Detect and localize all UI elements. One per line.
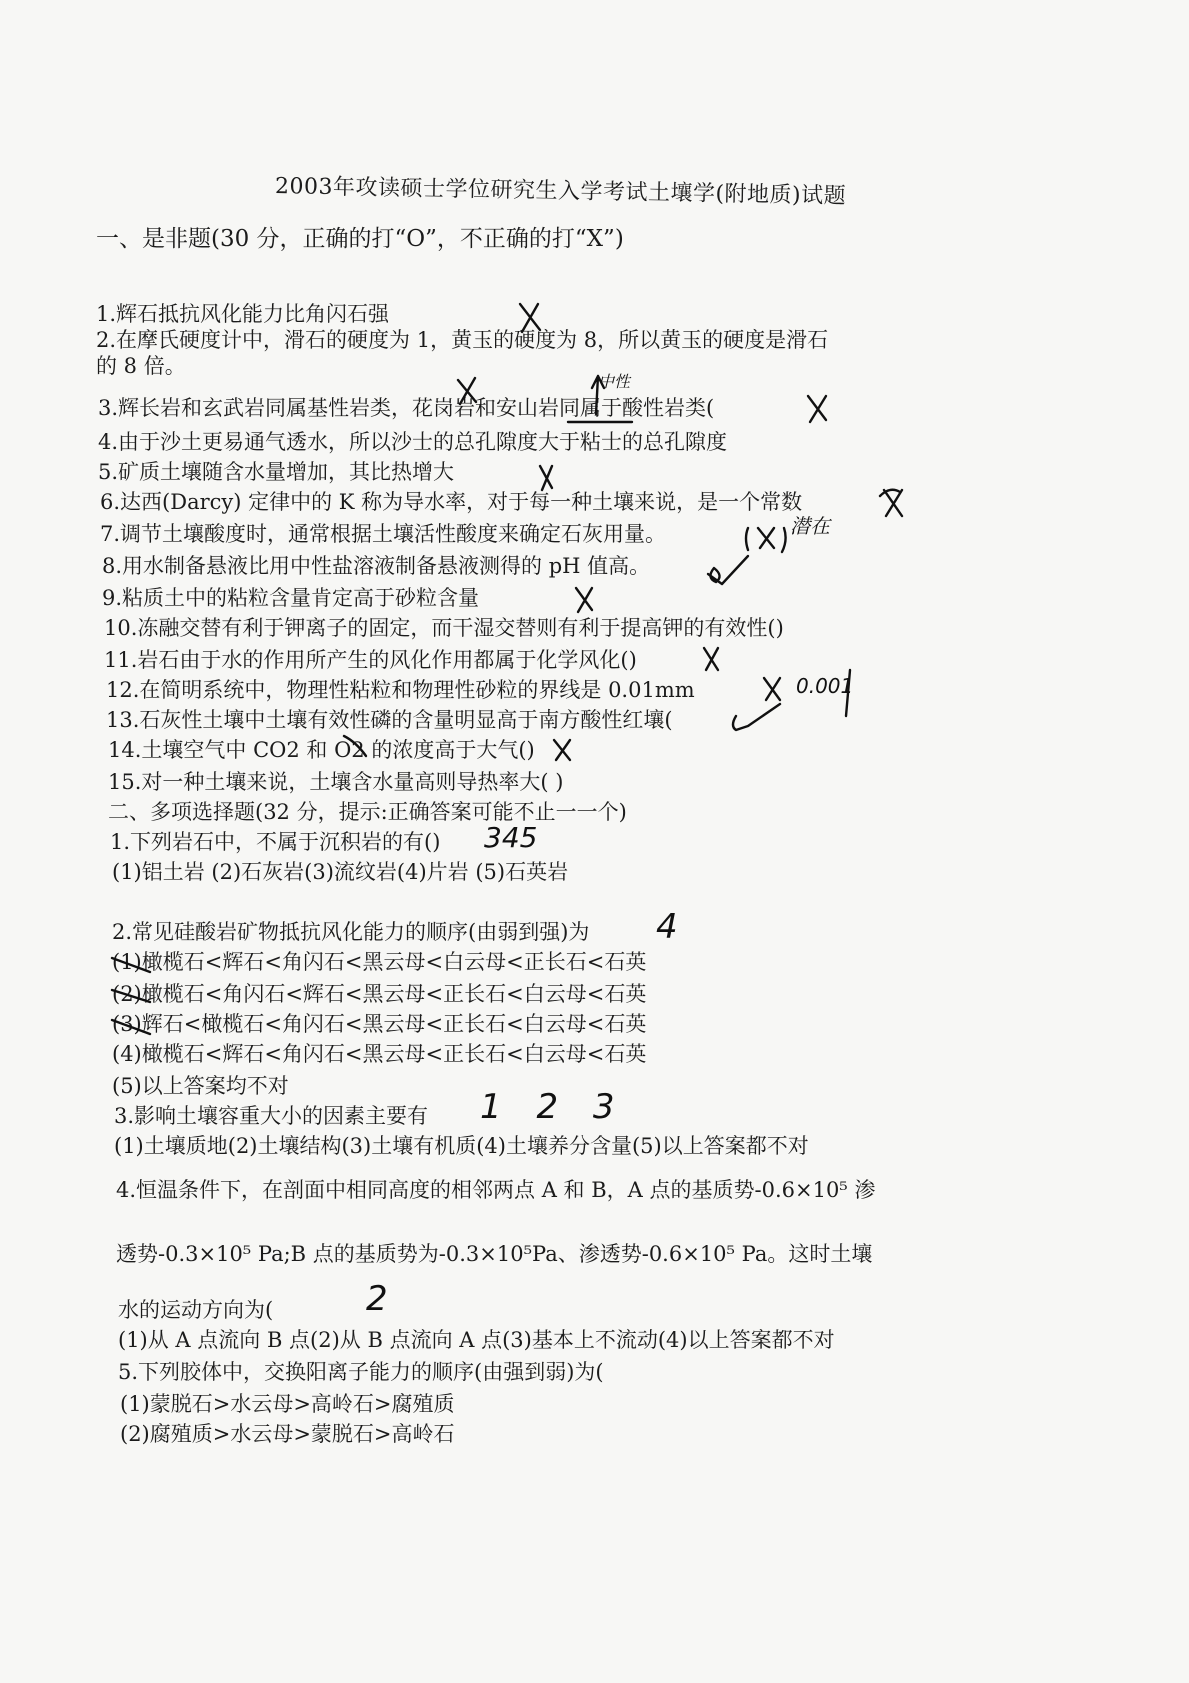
tf-item-15: 15.对一种土壤来说，土壤含水量高则导热率大( ) <box>108 770 564 794</box>
handwritten-note-neutral: 中性 <box>598 372 631 391</box>
tf-item-8: 8.用水制备悬液比用中性盐溶液制备悬液测得的 pH 值高。 <box>102 554 651 578</box>
x-mark-item-7 <box>746 528 786 552</box>
page-title: 2003年攻读硕士学位研究生入学考试土壤学(附地质)试题 <box>274 174 847 209</box>
mc-q2-option-4: (4)橄榄石<辉石<角闪石<黑云母<正长石<白云母<石英 <box>112 1042 647 1066</box>
mc-q5-stem: 5.下列胶体中，交换阳离子能力的顺序(由强到弱)为( <box>118 1360 604 1384</box>
x-mark-item-14 <box>554 740 570 760</box>
mc-q2-option-1: (1)橄榄石<辉石<角闪石<黑云母<白云母<正长石<石英 <box>112 950 647 974</box>
check-mark-item-13 <box>733 704 780 730</box>
handwritten-answer-q1: 345 <box>484 821 538 854</box>
mc-q2-stem: 2.常见硅酸岩矿物抵抗风化能力的顺序(由弱到强)为 <box>112 920 590 944</box>
mc-q2-option-2: (2)橄榄石<角闪石<辉石<黑云母<正长石<白云母<石英 <box>112 982 647 1006</box>
mc-q5-option-2: (2)腐殖质>水云母>蒙脱石>高岭石 <box>120 1422 455 1446</box>
section-1-heading: 一、是非题(30 分，正确的打“O”，不正确的打“X”) <box>96 226 624 252</box>
tf-item-3: 3.辉长岩和玄武岩同属基性岩类，花岗岩和安山岩同属于酸性岩类( <box>98 396 715 420</box>
x-mark-item-6 <box>880 490 902 516</box>
tf-item-1: 1.辉石抵抗风化能力比角闪石强 <box>96 302 390 326</box>
mc-q1-stem: 1.下列岩石中，不属于沉积岩的有() <box>110 830 441 854</box>
tf-item-13: 13.石灰性土壤中土壤有效性磷的含量明显高于南方酸性红壤( <box>106 708 673 732</box>
mc-q1-options: (1)铝土岩 (2)石灰岩(3)流纹岩(4)片岩 (5)石英岩 <box>112 860 569 884</box>
mc-q2-option-5: (5)以上答案均不对 <box>112 1074 289 1098</box>
tf-item-4: 4.由于沙土更易通气透水，所以沙士的总孔隙度大于粘士的总孔隙度 <box>98 430 728 454</box>
mc-q4-line-2: 透势-0.3×10⁵ Pa;B 点的基质势为-0.3×10⁵Pa、渗透势-0.6×10⁵ Pa。这时土壤 <box>116 1242 873 1266</box>
mc-q3-options: (1)土壤质地(2)土壤结构(3)土壤有机质(4)土壤养分含量(5)以上答案都不对 <box>114 1134 809 1158</box>
mc-q4-line-3: 水的运动方向为( <box>118 1298 274 1322</box>
tf-item-14: 14.土壤空气中 CO2 和 O2 的浓度高于大气() <box>108 738 535 762</box>
mc-q3-stem: 3.影响土壤容重大小的因素主要有 <box>114 1104 429 1128</box>
tf-item-7: 7.调节土壤酸度时，通常根据土壤活性酸度来确定石灰用量。 <box>100 522 667 546</box>
x-mark-item-12 <box>764 678 780 700</box>
tf-item-2: 2.在摩氏硬度计中，滑石的硬度为 1，黄玉的硬度为 8，所以黄玉的硬度是滑石 <box>96 328 829 352</box>
handwritten-answer-q2: 4 <box>656 907 678 947</box>
tf-item-12: 12.在简明系统中，物理性粘粒和物理性砂粒的界线是 0.01mm <box>106 678 695 702</box>
x-mark-item-9 <box>576 588 592 612</box>
mc-q4-line-1: 4.恒温条件下，在剖面中相同高度的相邻两点 A 和 B，A 点的基质势-0.6×10⁵ 渗 <box>116 1178 876 1202</box>
mc-q4-options: (1)从 A 点流向 B 点(2)从 B 点流向 A 点(3)基本上不流动(4)以上答案都不对 <box>118 1328 835 1352</box>
handwritten-answer-q4: 2 <box>366 1279 388 1319</box>
mc-q2-option-3: (3)辉石<橄榄石<角闪石<黑云母<正长石<白云母<石英 <box>112 1012 647 1036</box>
tf-item-11: 11.岩石由于水的作用所产生的风化作用都属于化学风化() <box>104 648 637 672</box>
x-mark-item-3 <box>808 396 826 422</box>
tf-item-2-cont: 的 8 倍。 <box>96 354 186 378</box>
x-mark-item-5 <box>540 466 552 490</box>
tf-item-6: 6.达西(Darcy) 定律中的 K 称为导水率，对于每一种土壤来说，是一个常数 <box>100 490 803 514</box>
tf-item-9: 9.粘质土中的粘粒含量肯定高于砂粒含量 <box>102 586 480 610</box>
handwritten-answer-q3: 1 2 3 <box>480 1087 627 1127</box>
handwritten-note-latent: 潜在 <box>790 514 830 538</box>
check-mark-item-8 <box>708 556 748 584</box>
tf-item-5: 5.矿质土壤随含水量增加，其比热增大 <box>98 460 455 484</box>
tf-item-10: 10.冻融交替有利于钾离子的固定，而干湿交替则有利于提高钾的有效性() <box>104 616 784 640</box>
x-mark-item-11 <box>704 648 718 670</box>
mc-q5-option-1: (1)蒙脱石>水云母>高岭石>腐殖质 <box>120 1392 455 1416</box>
handwritten-note-0001: 0.001 <box>796 674 854 698</box>
section-2-heading: 二、多项选择题(32 分，提示:正确答案可能不止一一个) <box>108 800 627 824</box>
